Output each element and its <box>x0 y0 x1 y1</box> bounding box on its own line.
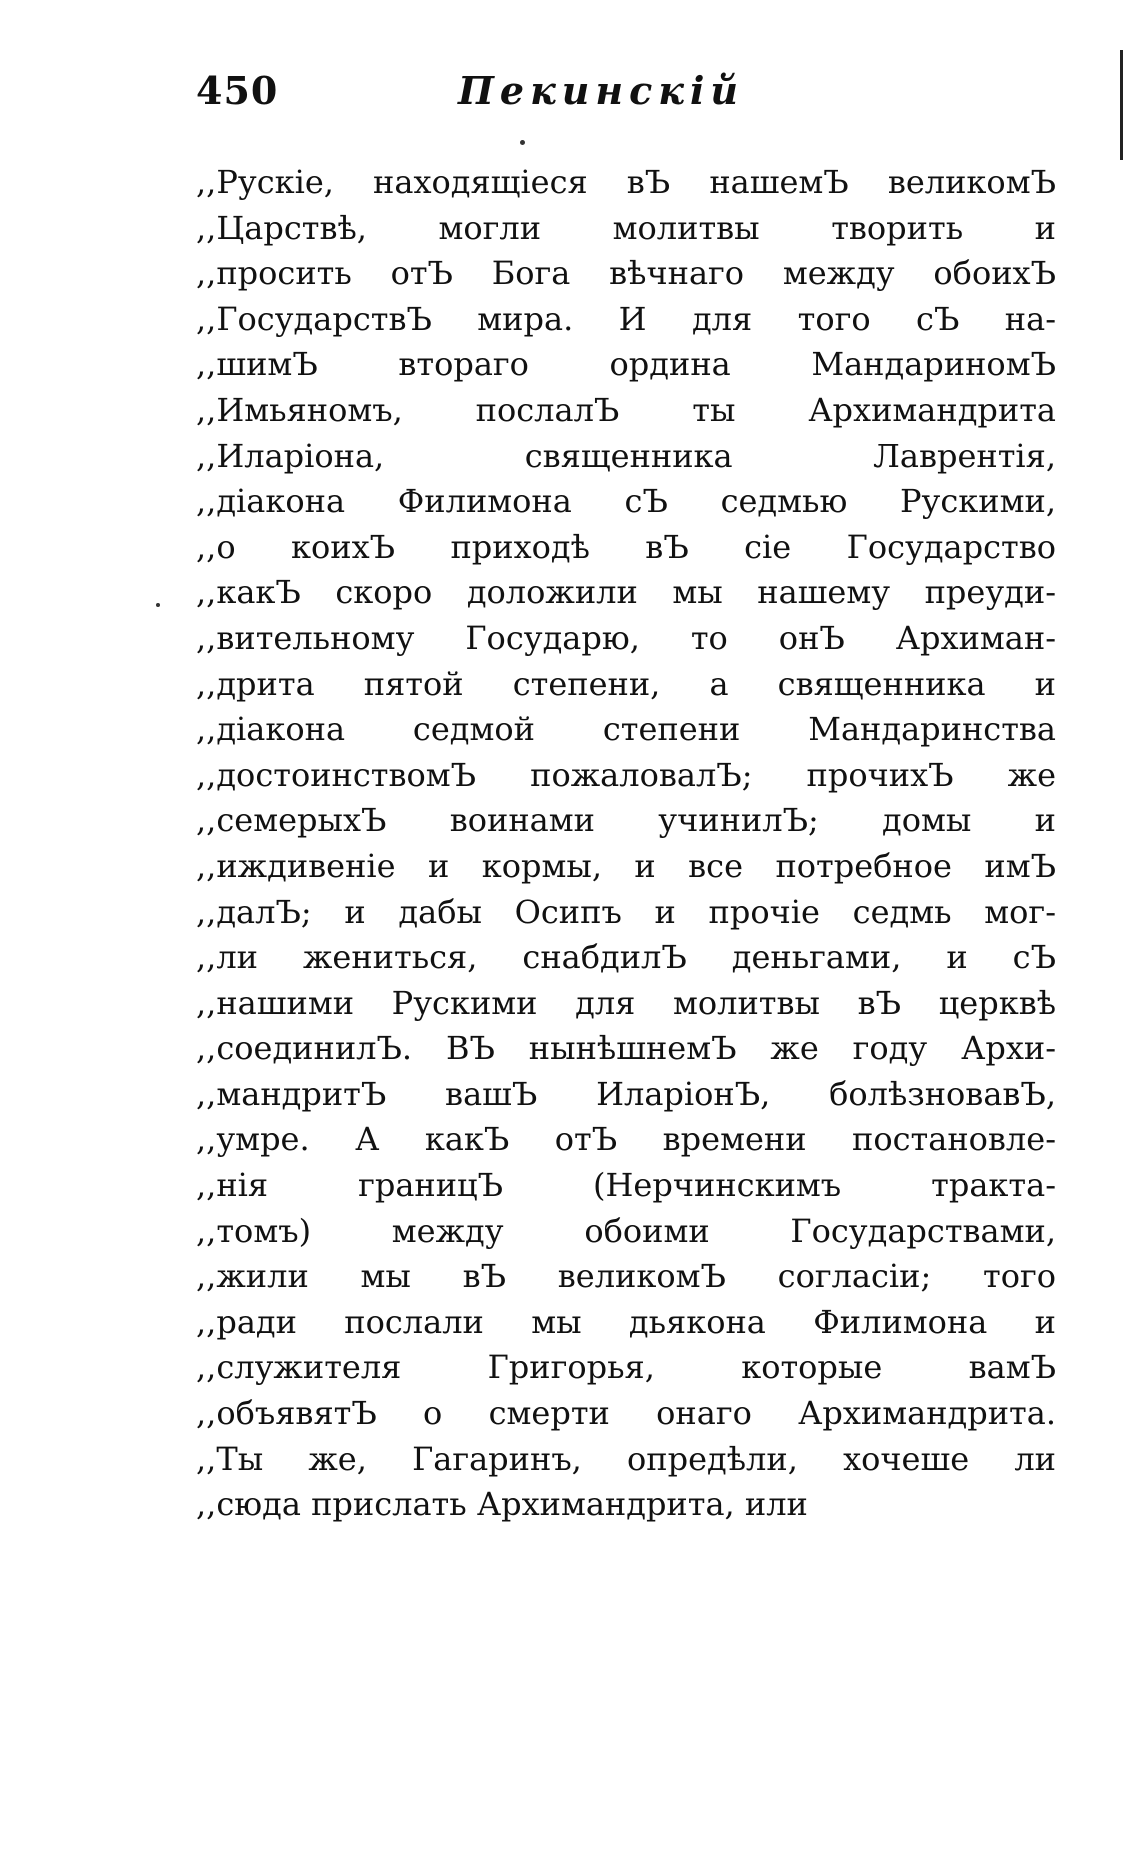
text-line: ,,дрита пятой степени, а священника и <box>196 664 1056 703</box>
page-number: 450 <box>196 68 279 113</box>
text-line: ,,просить отЪ Бога вѣчнаго между обоихЪ <box>196 254 1056 293</box>
text-line: ,,нія границЪ (Нерчинскимъ тракта- <box>196 1166 1056 1205</box>
text-line: ,,діакона седмой степени Мандаринства <box>196 710 1056 749</box>
text-line: ,,Рускіе, находящіеся вЪ нашемЪ великомЪ <box>196 163 1056 201</box>
text-line: ,,иждивеніе и кормы, и все потребное имЪ <box>196 846 1056 885</box>
ink-speck <box>156 603 160 607</box>
text-line: ,,достоинствомЪ пожаловалЪ; прочихЪ же <box>196 755 1056 794</box>
text-line: ,,ГосударствЪ мира. И для того сЪ на- <box>196 299 1056 338</box>
text-line: ,,соединилЪ. ВЪ нынѣшнемЪ же году Архи- <box>196 1029 1056 1068</box>
text-line: ,,умре. А какЪ отЪ времени постановле- <box>196 1120 1056 1159</box>
text-line: ,,объявятЪ о смерти онаго Архимандрита. <box>196 1394 1056 1433</box>
text-line: ,,мандритЪ вашЪ ИларіонЪ, болѣзновавЪ, <box>196 1074 1056 1113</box>
text-line: ,,вительному Государю, то онЪ Архиман- <box>196 618 1056 657</box>
text-line: ,,нашими Рускими для молитвы вЪ церквѣ <box>196 983 1056 1022</box>
text-line: ,,какЪ скоро доложили мы нашему преуди- <box>196 573 1056 612</box>
text-line: ,,о коихЪ приходѣ вЪ сіе Государство <box>196 527 1056 566</box>
page-header <box>196 68 1056 124</box>
text-line: ,,шимЪ втораго ордина МандариномЪ <box>196 345 1056 384</box>
text-line: ,,сюда прислать Архимандрита, или <box>196 1485 808 1524</box>
running-head: Пекинскій <box>458 68 745 113</box>
body-text <box>196 160 1056 1528</box>
text-line: ,,далЪ; и дабы Осипъ и прочіе седмь мог- <box>196 892 1056 931</box>
text-line: ,,Иларіона, священника Лаврентія, <box>196 436 1056 475</box>
text-line: ,,Царствѣ, могли молитвы творить и <box>196 208 1056 247</box>
text-line: ,,Имьяномъ, послалЪ ты Архимандрита <box>196 390 1056 429</box>
text-line: ,,томъ) между обоими Государствами, <box>196 1211 1056 1250</box>
text-line: ,,жили мы вЪ великомЪ согласіи; того <box>196 1257 1056 1296</box>
text-line: ,,служителя Григорья, которые вамЪ <box>196 1348 1056 1387</box>
page-edge-mark <box>1120 50 1123 160</box>
text-line: ,,Ты же, Гагаринъ, опредѣли, хочеше ли <box>196 1439 1056 1478</box>
ink-speck <box>520 140 525 145</box>
text-line: ,,ради послали мы дьякона Филимона и <box>196 1302 1056 1341</box>
text-line: ,,діакона Филимона сЪ седмью Рускими, <box>196 482 1056 521</box>
text-line: ,,семерыхЪ воинами учинилЪ; домы и <box>196 801 1056 840</box>
text-line: ,,ли жениться, снабдилЪ деньгами, и сЪ <box>196 938 1056 977</box>
